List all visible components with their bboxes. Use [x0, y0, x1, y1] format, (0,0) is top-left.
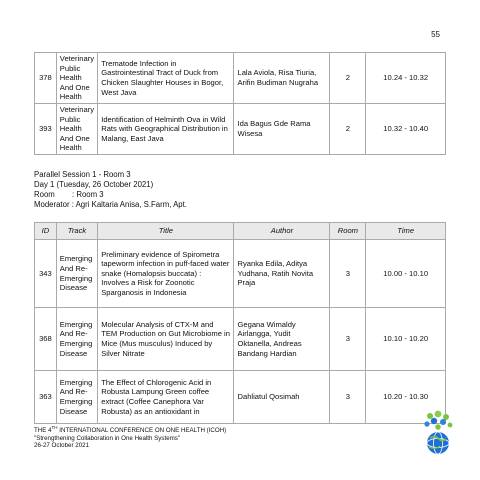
- cell-room: 2: [330, 53, 366, 104]
- footer-conference-name: [34, 424, 226, 435]
- cell-time: 10.24 - 10.32: [366, 53, 446, 104]
- cell-time: 10.20 - 10.30: [366, 371, 446, 424]
- table-header-row: [35, 223, 446, 240]
- cell-track: Emerging And Re-Emerging Disease: [56, 308, 97, 371]
- session-title: Parallel Session 1 - Room 3: [34, 170, 131, 179]
- cell-time: 10.00 - 10.10: [366, 240, 446, 308]
- cell-id: 368: [35, 308, 57, 371]
- cell-author: Lala Aviola, Risa Tiuria, Arifin Budiman Nugraha: [234, 53, 330, 104]
- header-title: Title: [98, 223, 234, 240]
- globe-icon: [427, 432, 449, 454]
- cell-id: 343: [35, 240, 57, 308]
- cell-title: Trematode Infection in Gastrointestinal Tract of Duck from Chicken Slaughter Houses in Bogor, West Java: [98, 53, 234, 104]
- cell-room: 3: [330, 240, 366, 308]
- table-row: [35, 103, 446, 154]
- table-row: [35, 53, 446, 104]
- header-time: Time: [366, 223, 446, 240]
- leaf-cluster-icon: [424, 411, 452, 430]
- schedule-table-continued: [34, 52, 446, 155]
- header-track: Track: [56, 223, 97, 240]
- table-row: [35, 308, 446, 371]
- page-number: 55: [431, 30, 440, 39]
- header-author: Author: [234, 223, 330, 240]
- header-id: ID: [35, 223, 57, 240]
- table-row: [35, 240, 446, 308]
- cell-track: Veterinary Public Health And One Health: [56, 53, 97, 104]
- cell-time: 10.10 - 10.20: [366, 308, 446, 371]
- cell-room: 3: [330, 308, 366, 371]
- cell-author: Dahliatul Qosimah: [234, 371, 330, 424]
- footer-theme: "Strengthening Collaboration in One Health Systems": [34, 434, 181, 442]
- cell-title: Identification of Helminth Ova in Wild Rats with Geographical Distribution in Malang, East Java: [98, 103, 234, 154]
- footer-line1-prefix: THE 4: [34, 427, 52, 435]
- cell-track: Emerging And Re-Emerging Disease: [56, 240, 97, 308]
- cell-room: 3: [330, 371, 366, 424]
- session-info: [34, 170, 187, 210]
- header-room: Room: [330, 223, 366, 240]
- session-moderator: Moderator : Agri Kaltaria Anisa, S.Farm, Apt.: [34, 200, 187, 209]
- session-room-label: Room: [34, 190, 55, 199]
- cell-title: Molecular Analysis of CTX-M and TEM Production on Gut Microbiome in Mice (Mus musculus) Induced by Silver Nitrate: [98, 308, 234, 371]
- session-day: Day 1 (Tuesday, 26 October 2021): [34, 180, 154, 189]
- cell-author: Ida Bagus Gde Rama Wisesa: [234, 103, 330, 154]
- session-room-value: : Room 3: [72, 190, 104, 199]
- page-footer: [34, 424, 226, 450]
- cell-author: Gegana Wimaldy Airlangga, Yudit Oktanella, Andreas Bandang Hardian: [234, 308, 330, 371]
- footer-line1-sup: TH: [51, 425, 58, 430]
- one-health-logo: [418, 410, 458, 458]
- cell-id: 378: [35, 53, 57, 104]
- schedule-table: [34, 222, 446, 424]
- footer-dates: 26-27 October 2021: [34, 442, 90, 450]
- cell-id: 363: [35, 371, 57, 424]
- cell-author: Ryanka Edila, Aditya Yudhana, Ratih Novita Praja: [234, 240, 330, 308]
- cell-track: Emerging And Re-Emerging Disease: [56, 371, 97, 424]
- cell-track: Veterinary Public Health And One Health: [56, 103, 97, 154]
- cell-time: 10.32 - 10.40: [366, 103, 446, 154]
- cell-title: The Effect of Chlorogenic Acid in Robusta Lampung Green coffee extract (Coffee Canephora Var Robusta) as an antioxidant in: [98, 371, 234, 424]
- cell-room: 2: [330, 103, 366, 154]
- footer-line1-suffix: INTERNATIONAL CONFERENCE ON ONE HEALTH (ICOH): [57, 427, 227, 435]
- cell-id: 393: [35, 103, 57, 154]
- table-row: [35, 371, 446, 424]
- session-room: [34, 190, 187, 200]
- cell-title: Preliminary evidence of Spirometra tapeworm infection in puff-faced water snake (Homalopsis buccata) : Involves a Risk for Zoonotic Sparganosis in Indonesia: [98, 240, 234, 308]
